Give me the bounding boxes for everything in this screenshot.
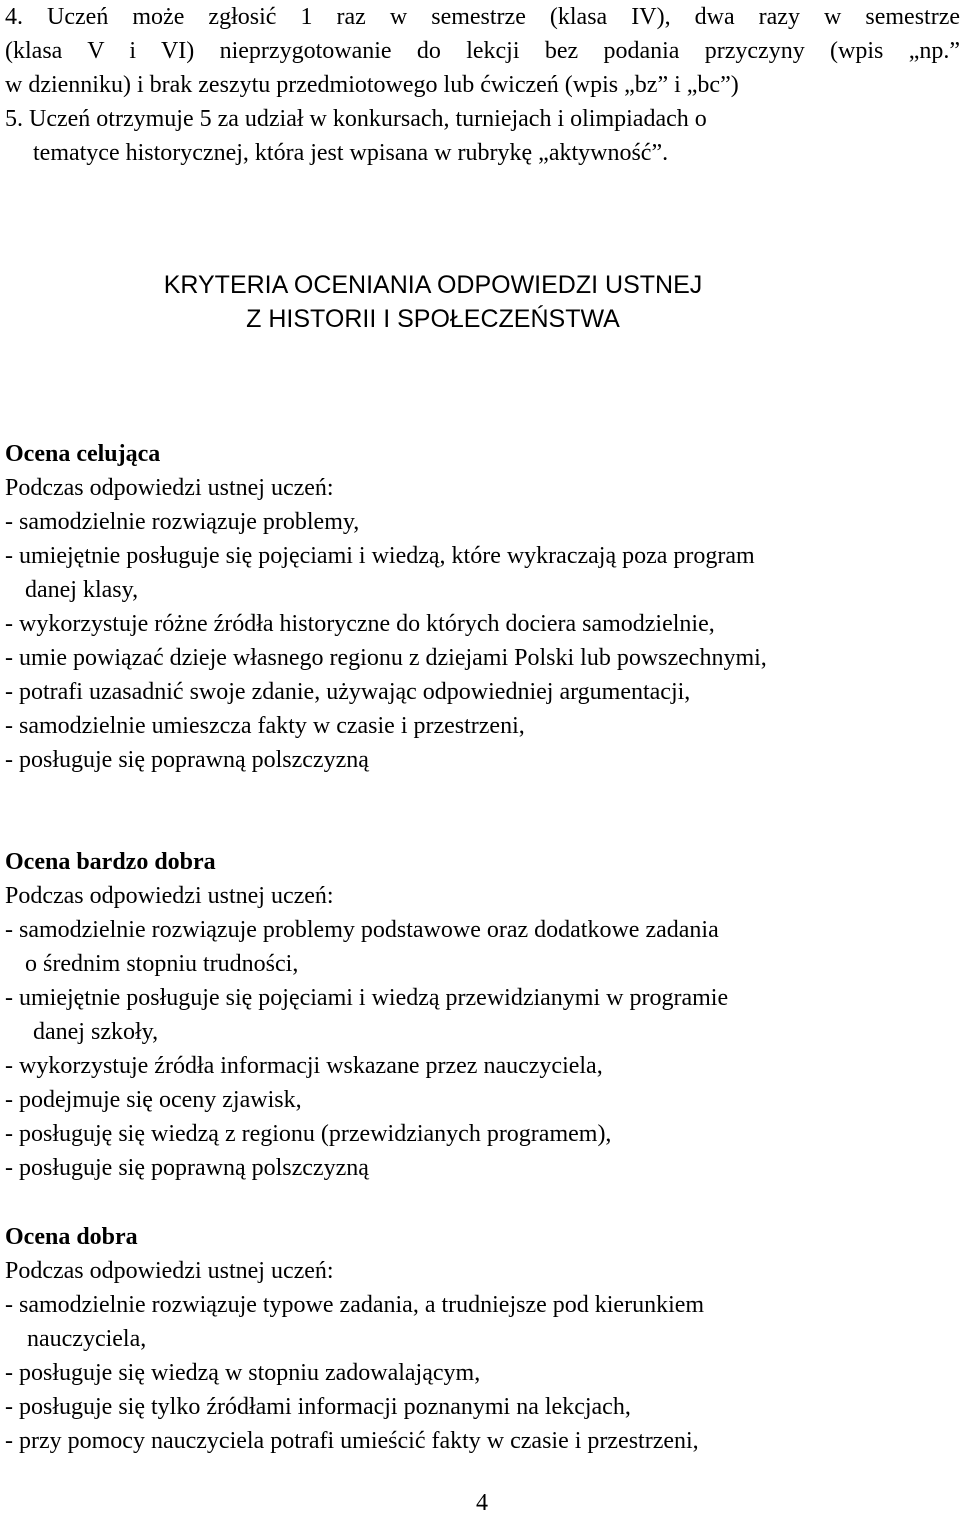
page-footer [0, 1488, 960, 1518]
rule-4-line-1: 4. Uczeń może zgłosić 1 raz w semestrze (klasa IV), dwa razy w semestrze [5, 4, 960, 30]
criteria-line-continuation: nauczyciela, [27, 1326, 147, 1352]
rule-5-line-2: tematyce historycznej, która jest wpisana w rubrykę „aktywność”. [33, 140, 669, 166]
rule-5-line-1: 5. Uczeń otrzymuje 5 za udział w konkursach, turniejach i olimpiadach o [5, 106, 707, 132]
document-title-line-1: KRYTERIA OCENIANIA ODPOWIEDZI USTNEJ [163, 271, 703, 299]
document-title-line-2: Z HISTORII I SPOŁECZEŃSTWA [246, 305, 620, 333]
section-intro: Podczas odpowiedzi ustnej uczeń: [5, 1258, 334, 1284]
criteria-line-continuation: danej szkoły, [33, 1019, 159, 1045]
criteria-line: - posługuję się wiedzą z regionu (przewidzianych programem), [5, 1121, 612, 1147]
criteria-line: - samodzielnie rozwiązuje typowe zadania, a trudniejsze pod kierunkiem [5, 1292, 705, 1318]
criteria-line: - umiejętnie posługuje się pojęciami i wiedzą, które wykraczają poza program [5, 543, 755, 569]
section-heading: Ocena bardzo dobra [5, 849, 216, 875]
section-heading: Ocena celująca [5, 441, 161, 467]
criteria-line: - posługuje się poprawną polszczyzną [5, 1155, 369, 1181]
criteria-line: - posługuje się wiedzą w stopniu zadowalającym, [5, 1360, 481, 1386]
rule-4-line-2: (klasa V i VI) nieprzygotowanie do lekcji bez podania przyczyny (wpis „np.” [5, 38, 960, 64]
section-intro: Podczas odpowiedzi ustnej uczeń: [5, 883, 334, 909]
rule-4-line-3: w dzienniku) i brak zeszytu przedmiotowego lub ćwiczeń (wpis „bz” i „bc”) [5, 72, 739, 98]
criteria-line: - posługuje się tylko źródłami informacji poznanymi na lekcjach, [5, 1394, 631, 1420]
criteria-line: - potrafi uzasadnić swoje zdanie, używając odpowiedniej argumentacji, [5, 679, 691, 705]
criteria-line: - wykorzystuje źródła informacji wskazane przez nauczyciela, [5, 1053, 603, 1079]
intro-rules [5, 0, 960, 170]
criteria-line: - posługuje się poprawną polszczyzną [5, 747, 369, 773]
criteria-line: - wykorzystuje różne źródła historyczne do których dociera samodzielnie, [5, 611, 715, 637]
criteria-line-continuation: danej klasy, [25, 577, 139, 603]
criteria-line: - samodzielnie rozwiązuje problemy podstawowe oraz dodatkowe zadania [5, 917, 719, 943]
section-ocena-celujaca [5, 437, 955, 777]
criteria-line: - samodzielnie rozwiązuje problemy, [5, 509, 360, 535]
criteria-line: - umiejętnie posługuje się pojęciami i wiedzą przewidzianymi w programie [5, 985, 729, 1011]
criteria-line: - samodzielnie umieszcza fakty w czasie i przestrzeni, [5, 713, 525, 739]
criteria-line: - umie powiązać dzieje własnego regionu z dziejami Polski lub powszechnymi, [5, 645, 767, 671]
section-heading: Ocena dobra [5, 1224, 138, 1250]
criteria-line: - przy pomocy nauczyciela potrafi umieścić fakty w czasie i przestrzeni, [5, 1428, 699, 1454]
section-intro: Podczas odpowiedzi ustnej uczeń: [5, 475, 334, 501]
criteria-line: - podejmuje się oceny zjawisk, [5, 1087, 302, 1113]
criteria-line-continuation: o średnim stopniu trudności, [25, 951, 299, 977]
section-ocena-dobra [5, 1220, 955, 1458]
page-number: 4 [476, 1490, 488, 1516]
section-ocena-bardzo-dobra [5, 845, 955, 1185]
